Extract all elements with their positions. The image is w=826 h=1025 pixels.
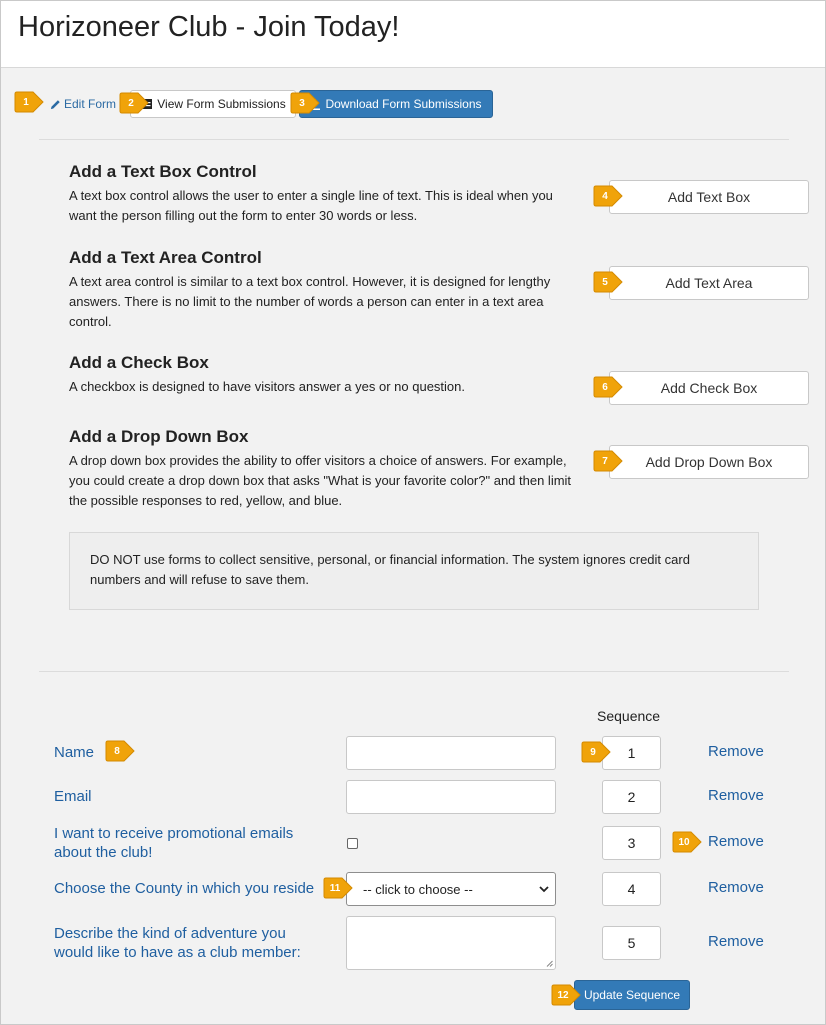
callout-marker	[14, 91, 44, 113]
callout-number: 5	[602, 276, 608, 288]
sequence-input-email[interactable]: 2	[602, 780, 661, 814]
resize-grip-icon[interactable]	[546, 960, 553, 967]
callout-marker	[119, 92, 149, 114]
callout-marker	[593, 271, 623, 293]
callout-number: 12	[557, 989, 569, 1001]
sequence-input-promotional[interactable]: 3	[602, 826, 661, 860]
callout-marker	[290, 92, 320, 114]
remove-email-link[interactable]: Remove	[708, 787, 764, 804]
section-heading: Add a Check Box	[69, 353, 209, 372]
field-label-county[interactable]: Choose the County in which you reside	[54, 880, 315, 897]
email-text-input[interactable]	[346, 780, 556, 814]
field-label-email[interactable]: Email	[54, 788, 92, 805]
security-notice: DO NOT use forms to collect sensitive, personal, or financial information. The system ignores credit card numbers and will refuse to save them.	[69, 532, 759, 610]
text-area-control-section	[69, 248, 579, 332]
callout-marker	[593, 376, 623, 398]
section-description: A checkbox is designed to have visitors answer a yes or no question.	[69, 379, 465, 394]
callout-number: 4	[602, 190, 608, 202]
download-form-submissions-label: Download Form Submissions	[325, 97, 482, 111]
remove-name-link[interactable]: Remove	[708, 743, 764, 760]
chevron-down-icon	[539, 884, 549, 894]
sequence-input-adventure[interactable]: 5	[602, 926, 661, 960]
view-form-submissions-label: View Form Submissions	[157, 97, 286, 111]
callout-number: 9	[590, 746, 596, 758]
field-label-adventure[interactable]: Describe the kind of adventure you would like to have as a club member:	[54, 925, 301, 961]
callout-number: 8	[114, 745, 120, 757]
pencil-icon	[50, 99, 61, 110]
county-select[interactable]	[346, 872, 556, 906]
edit-form-label: Edit Form	[64, 97, 117, 111]
update-sequence-button[interactable]: Update Sequence	[574, 980, 690, 1010]
section-heading: Add a Text Area Control	[69, 248, 262, 267]
divider	[39, 671, 789, 672]
callout-marker	[551, 984, 581, 1006]
download-form-submissions-button[interactable]	[299, 90, 493, 118]
callout-marker	[323, 877, 353, 899]
section-heading: Add a Drop Down Box	[69, 427, 249, 446]
callout-number: 2	[128, 97, 134, 109]
adventure-textarea[interactable]	[346, 916, 556, 970]
callout-number: 6	[602, 381, 608, 393]
callout-marker	[593, 450, 623, 472]
callout-marker	[105, 740, 135, 762]
add-text-area-button[interactable]: Add Text Area	[609, 266, 809, 300]
remove-county-link[interactable]: Remove	[708, 879, 764, 896]
title-bar	[1, 1, 825, 68]
sequence-input-name[interactable]: 1	[602, 736, 661, 770]
sequence-column-header: Sequence	[597, 708, 661, 724]
field-label-promotional-emails[interactable]: I want to receive promotional emails about the club!	[54, 825, 294, 861]
edit-form-link[interactable]	[50, 97, 116, 111]
callout-marker	[581, 741, 611, 763]
section-description: A text box control allows the user to enter a single line of text. This is ideal when you want the person filling out the form to enter 30 words or less.	[69, 188, 553, 223]
callout-number: 11	[329, 882, 341, 894]
section-description: A drop down box provides the ability to offer visitors a choice of answers. For example, you could create a drop down box that asks "What is your favorite color?" and then limit the possible responses to red, yellow, and blue.	[69, 453, 572, 508]
callout-number: 1	[23, 96, 29, 108]
field-label-name[interactable]: Name	[54, 744, 95, 761]
county-select-value: -- click to choose --	[363, 881, 473, 897]
add-check-box-button[interactable]: Add Check Box	[609, 371, 809, 405]
check-box-control-section	[69, 353, 579, 397]
sequence-input-county[interactable]: 4	[602, 872, 661, 906]
remove-promotional-link[interactable]: Remove	[708, 833, 764, 850]
name-text-input[interactable]	[346, 736, 556, 770]
section-description: A text area control is similar to a text box control. However, it is designed for lengthy answers. There is no limit to the number of words a person can enter in a text area control.	[69, 274, 551, 329]
add-text-box-button[interactable]: Add Text Box	[609, 180, 809, 214]
callout-number: 10	[678, 836, 690, 848]
callout-marker	[593, 185, 623, 207]
callout-number: 7	[602, 455, 608, 467]
callout-marker	[672, 831, 702, 853]
divider	[39, 139, 789, 140]
section-heading: Add a Text Box Control	[69, 162, 257, 181]
add-drop-down-box-button[interactable]: Add Drop Down Box	[609, 445, 809, 479]
drop-down-control-section	[69, 427, 579, 511]
text-box-control-section	[69, 162, 579, 226]
page-title: Horizoneer Club - Join Today!	[18, 11, 400, 43]
callout-number: 3	[299, 97, 305, 109]
promotional-emails-checkbox[interactable]	[347, 838, 358, 849]
remove-adventure-link[interactable]: Remove	[708, 933, 764, 950]
view-form-submissions-button[interactable]	[130, 90, 296, 118]
